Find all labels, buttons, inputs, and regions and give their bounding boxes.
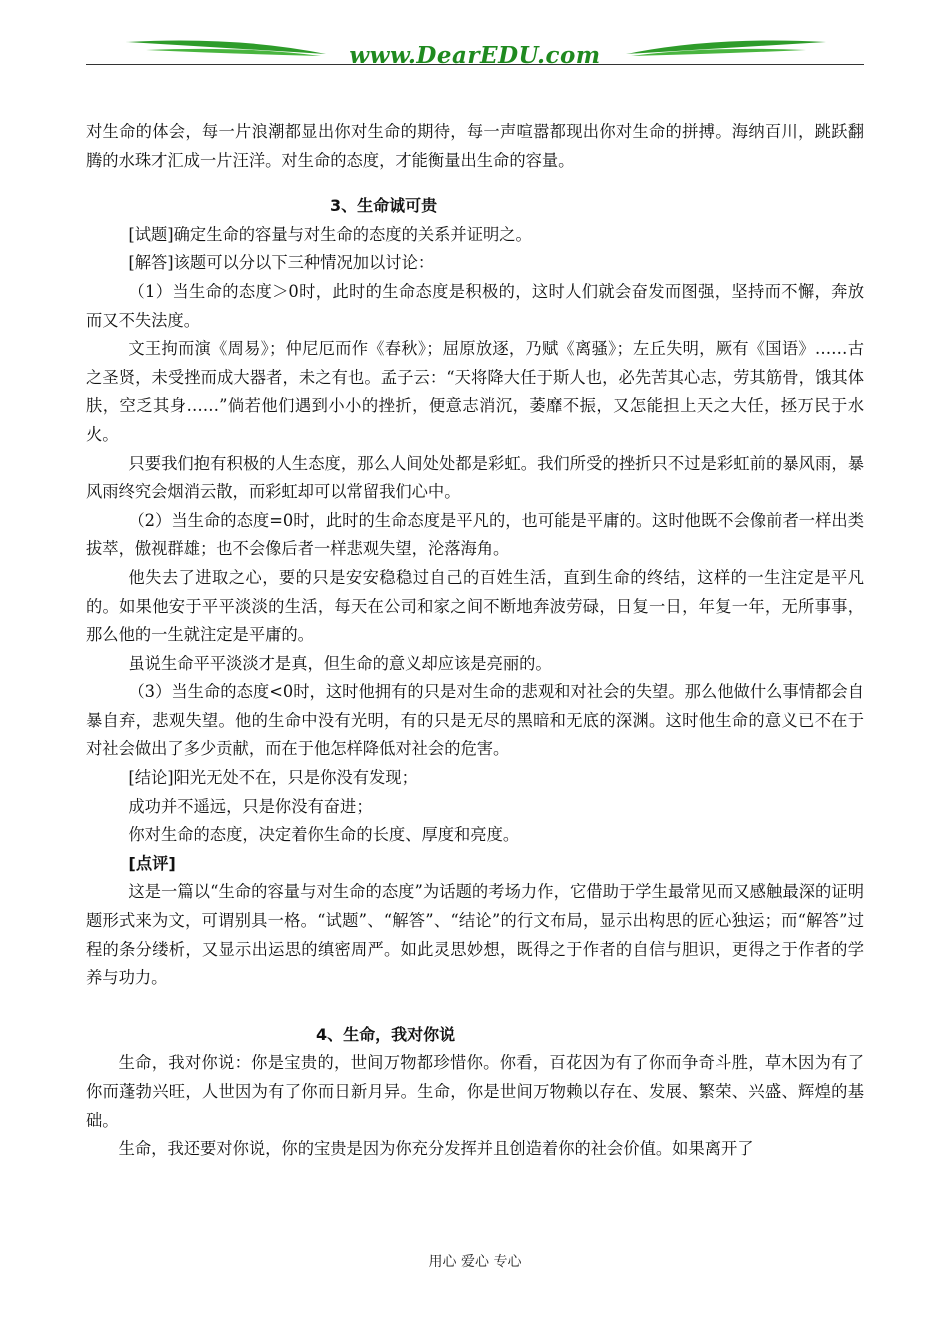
page-footer: 用心 爱心 专心	[428, 1254, 522, 1270]
paragraph-meaning: 虽说生命平平淡淡才是真，但生命的意义却应该是亮丽的。	[128, 653, 552, 673]
paragraph-conclusion-2: 成功并不遥远，只是你没有奋进；	[128, 796, 373, 816]
header-divider	[86, 64, 864, 65]
paragraph-case-2: （2）当生命的态度=0时，此时的生命态度是平凡的，也可能是平庸的。这时他既不会像前者一样出类拔萃，傲视群雄；也不会像后者一样悲观失望，沦落海角。	[86, 510, 864, 559]
paragraph-history: 文王拘而演《周易》；仲尼厄而作《春秋》；屈原放逐，乃赋《离骚》；左丘失明，厥有《国语》……古之圣贤，未受挫而成大器者，未之有也。孟子云：“天将降大任于斯人也，必先苦其心志，劳其筋骨，饿其体肤，空乏其身……”倘若他们遇到小小的挫折，便意志消沉，萎靡不振，又怎能担上天之大任，拯万民于水火。	[86, 339, 864, 444]
paragraph-ordinary: 他失去了进取之心，要的只是安安稳稳过自己的百姓生活，直到生命的终结，这样的一生注定是平凡的。如果他安于平平淡淡的生活，每天在公司和家之间不断地奔波劳碌，日复一日，年复一年，无所事事，那么他的一生就注定是平庸的。	[86, 567, 864, 645]
paragraph-conclusion-1: [结论]阳光无处不在，只是你没有发现；	[128, 768, 418, 788]
paragraph-question: [试题]确定生命的容量与对生命的态度的关系并证明之。	[128, 224, 532, 244]
paragraph-rainbow: 只要我们抱有积极的人生态度，那么人间处处都是彩虹。我们所受的挫折只不过是彩虹前的暴风雨，暴风雨终究会烟消云散，而彩虹却可以常留我们心中。	[86, 453, 864, 502]
paragraph-comment: 这是一篇以“生命的容量与对生命的态度”为话题的考场力作，它借助于学生最常见而又感触最深的证明题形式来为文，可谓别具一格。“试题”、“解答”、“结论”的行文布局，显示出构思的匠心独运；而“解答”过程的条分缕析，又显示出运思的缜密周严。如此灵思妙想，既得之于作者的自信与胆识，更得之于作者的学养与功力。	[86, 882, 864, 988]
paragraph-intro: 对生命的体会，每一片浪潮都显出你对生命的期待，每一声喧嚣都现出你对生命的拼搏。海纳百川，跳跃翻腾的水珠才汇成一片汪洋。对生命的态度，才能衡量出生命的容量。	[86, 122, 864, 170]
paragraph-case-3: （3）当生命的态度<0时，这时他拥有的只是对生命的悲观和对社会的失望。那么他做什么事情都会自暴自弃，悲观失望。他的生命中没有光明，有的只是无尽的黑暗和无底的深渊。这时他生命的意义已不在于对社会做出了多少贡献，而在于他怎样降低对社会的危害。	[86, 682, 864, 759]
paragraph-answer: [解答]该题可以分以下三种情况加以讨论：	[128, 253, 435, 273]
comment-tag: [点评]	[128, 853, 176, 873]
site-url: www.DearEDU.com	[349, 42, 601, 69]
paragraph-life-2: 生命，我还要对你说，你的宝贵是因为你充分发挥并且创造着你的社会价值。如果离开了	[118, 1139, 754, 1159]
section-heading-3: 3、生命诚可贵	[330, 196, 438, 216]
paragraph-life-1: 生命，我对你说：你是宝贵的，世间万物都珍惜你。你看，百花因为有了你而争奇斗胜，草木因为有了你而蓬勃兴旺，人世因为有了你而日新月异。生命，你是世间万物赖以存在、发展、繁荣、兴盛、辉煌的基础。	[86, 1053, 864, 1130]
section-heading-4: 4、生命，我对你说	[316, 1024, 456, 1044]
paragraph-case-1: （1）当生命的态度＞0时，此时的生命态度是积极的，这时人们就会奋发而图强，坚持而不懈，奔放而又不失法度。	[86, 281, 864, 330]
article-body	[86, 118, 864, 1164]
paragraph-conclusion-3: 你对生命的态度，决定着你生命的长度、厚度和亮度。	[128, 825, 520, 845]
